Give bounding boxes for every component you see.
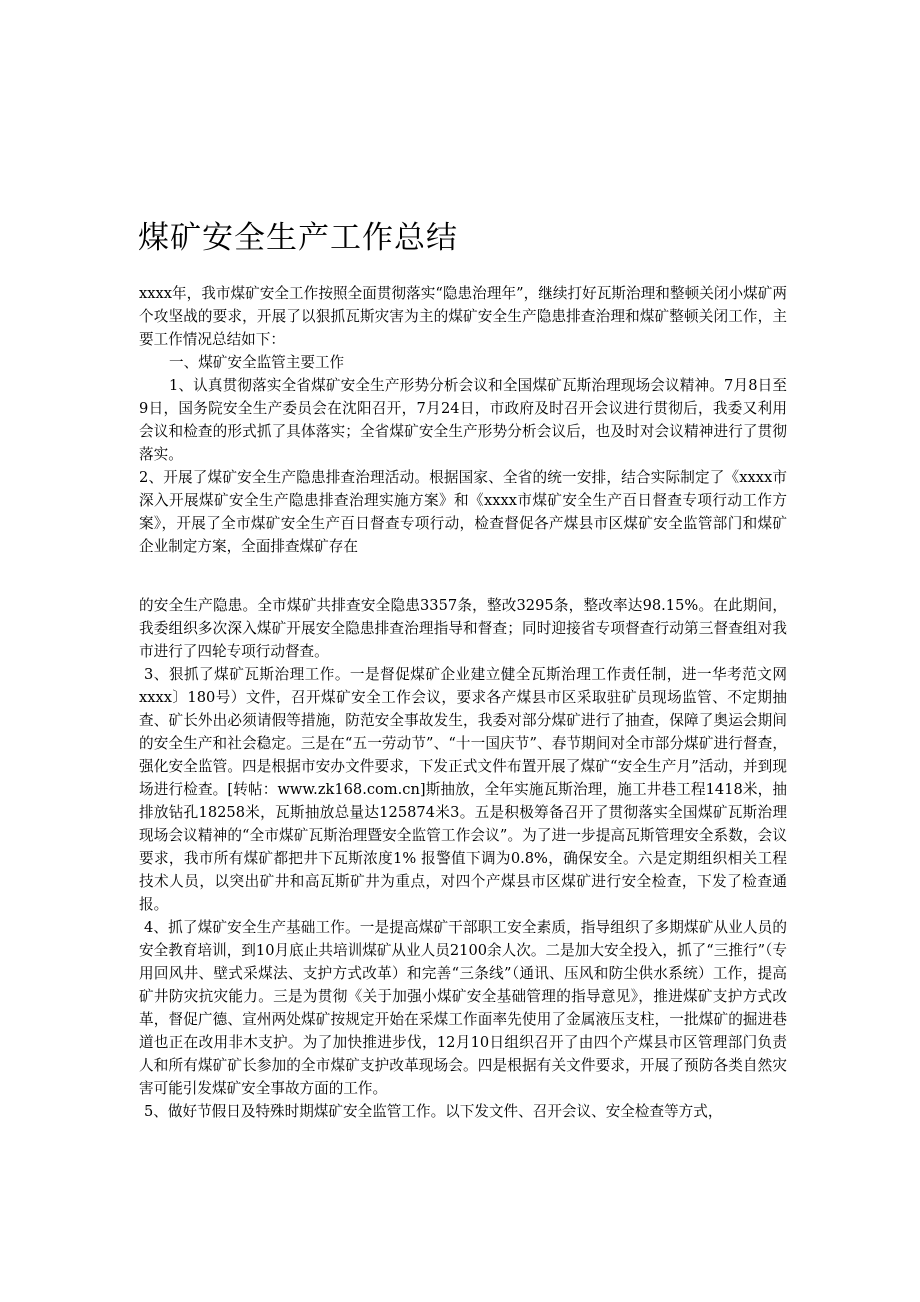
body-block-2 [139,594,787,1123]
paragraph-item-2-continued: 的安全生产隐患。全市煤矿共排查安全隐患3357条，整改3295条，整改率达98.15%。在此期间，我委组织多次深入煤矿开展安全隐患排查治理指导和督查；同时迎接省专项督查行动第三督查组对我市进行了四轮专项行动督查。 [139,597,787,660]
paragraph-item-1: 1、认真贯彻落实全省煤矿安全生产形势分析会议和全国煤矿瓦斯治理现场会议精神。7月8日至9日，国务院安全生产委员会在沈阳召开，7月24日，市政府及时召开会议进行贯彻后，我委又利用会议和检查的形式抓了具体落实；全省煤矿安全生产形势分析会议后，也及时对会议精神进行了贯彻落实。 [139,377,787,463]
paragraph-item-2: 2、开展了煤矿安全生产隐患排查治理活动。根据国家、全省的统一安排，结合实际制定了《xxxx市深入开展煤矿安全生产隐患排查治理实施方案》和《xxxx市煤矿安全生产百日督查专项行动工作方案》，开展了全市煤矿安全生产百日督查专项行动，检查督促各产煤县市区煤矿安全监管部门和煤矿企业制定方案，全面排查煤矿存在 [139,469,787,555]
section-heading-1: 一、煤矿安全监管主要工作 [169,354,345,371]
document-title: 煤矿安全生产工作总结 [138,220,458,256]
paragraph-item-3: 3、狠抓了煤矿瓦斯治理工作。一是督促煤矿企业建立健全瓦斯治理工作责任制，进一华考范文网xxxx〕180号）文件，召开煤矿安全工作会议，要求各产煤县市区采取驻矿员现场监管、不定期抽查、矿长外出必须请假等措施，防范安全事故发生，我委对部分煤矿进行了抽查，保障了奥运会期间的安全生产和社会稳定。三是在“五一劳动节”、“十一国庆节”、春节期间对全市部分煤矿进行督查，强化安全监管。四是根据市安办文件要求，下发正式文件布置开展了煤矿“安全生产月”活动，并到现场进行检查。[转帖：www.zk168.com.cn]斯抽放，全年实施瓦斯治理，施工井巷工程1418米，抽排放钻孔18258米，瓦斯抽放总量达125874米3。五是积极筹备召开了贯彻落实全国煤矿瓦斯治理现场会议精神的“全市煤矿瓦斯治理暨安全监管工作会议”。为了进一步提高瓦斯管理安全系数，会议要求，我市所有煤矿都把井下瓦斯浓度1% 报警值下调为0.8%，确保安全。六是定期组织相关工程技术人员，以突出矿井和高瓦斯矿井为重点，对四个产煤县市区煤矿进行安全检查，下发了检查通报。 [139,666,787,913]
intro-paragraph: xxxx年，我市煤矿安全工作按照全面贯彻落实“隐患治理年”，继续打好瓦斯治理和整顿关闭小煤矿两个攻坚战的要求，开展了以狠抓瓦斯灾害为主的煤矿安全生产隐患排查治理和煤矿整顿关闭工作，主要工作情况总结如下： [139,285,787,348]
paragraph-item-4: 4、抓了煤矿安全生产基础工作。一是提高煤矿干部职工安全素质，指导组织了多期煤矿从业人员的安全教育培训，到10月底止共培训煤矿从业人员2100余人次。二是加大安全投入，抓了“三推行”（专用回风井、壁式采煤法、支护方式改革）和完善“三条线”（通讯、压风和防尘供水系统）工作，提高矿井防灾抗灾能力。三是为贯彻《关于加强小煤矿安全基础管理的指导意见》，推进煤矿支护方式改革，督促广德、宣州两处煤矿按规定开始在采煤工作面率先使用了金属液压支柱，一批煤矿的掘进巷道也正在改用非木支护。为了加快推进步伐，12月10日组织召开了由四个产煤县市区管理部门负责人和所有煤矿矿长参加的全市煤矿支护改革现场会。四是根据有关文件要求，开展了预防各类自然灾害可能引发煤矿安全事故方面的工作。 [139,919,787,1097]
paragraph-item-5: 5、做好节假日及特殊时期煤矿安全监管工作。以下发文件、召开会议、安全检查等方式， [144,1103,723,1120]
body-block-1 [139,282,787,558]
